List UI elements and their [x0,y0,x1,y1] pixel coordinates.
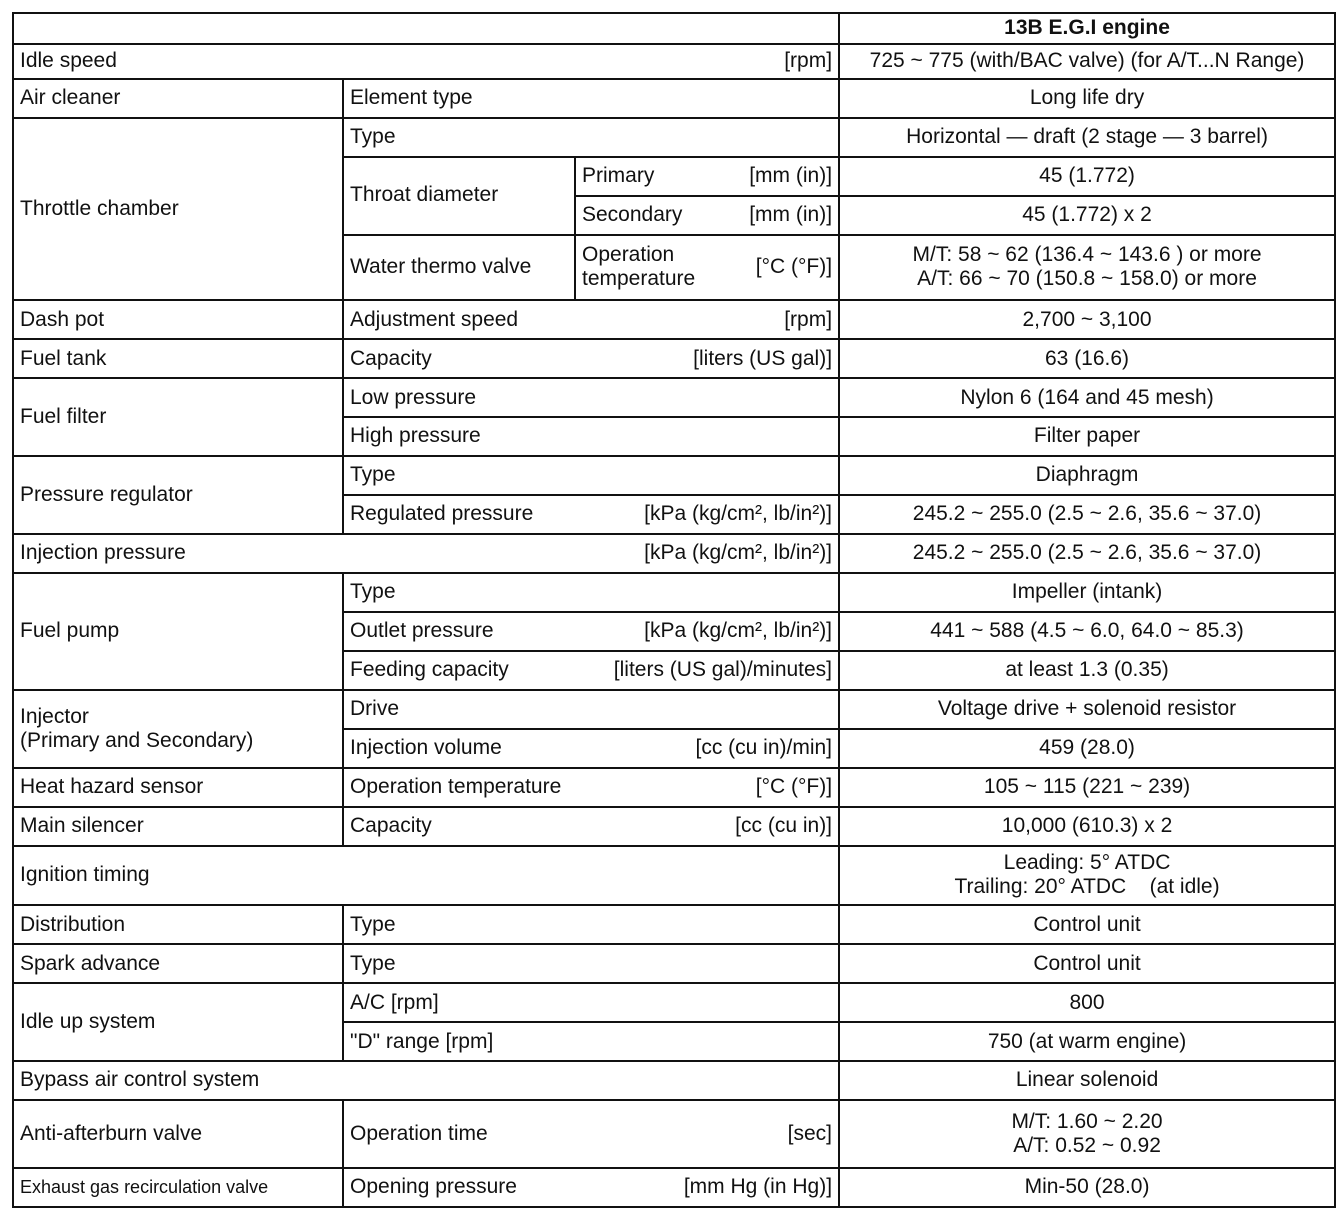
outlet-pressure-cell [343,612,839,651]
feeding-capacity-unit: [liters (US gal)/minutes] [613,658,833,682]
secondary-unit: [mm (in)] [749,202,833,226]
pressure-regulator-type-value: Diaphragm [839,456,1335,495]
throttle-type-value: Horizontal — draft (2 stage — 3 barrel) [839,118,1335,157]
idle-up-d-label: "D" range [rpm] [343,1022,839,1061]
injection-volume-value: 459 (28.0) [839,729,1335,768]
pressure-regulator-type-label: Type [343,456,839,495]
heat-hazard-label: Heat hazard sensor [13,768,343,807]
row-injector-drive [13,690,1335,729]
heat-hazard-unit: [°C (°F)] [755,775,833,799]
anti-afterburn-unit: [sec] [787,1121,833,1145]
water-thermo-label: Water thermo valve [343,235,575,301]
spark-advance-value: Control unit [839,944,1335,983]
fuel-filter-low-label: Low pressure [343,378,839,417]
injector-label-1: Injector [20,704,89,728]
distribution-label: Distribution [13,905,343,944]
anti-afterburn-sub-cell [343,1100,839,1168]
row-spark-advance [13,944,1335,983]
injection-volume-label: Injection volume [350,736,502,760]
dash-pot-sub-cell [343,300,839,339]
engine-header: 13B E.G.I engine [839,13,1335,44]
op-temp-unit: [°C (°F)] [755,255,833,279]
spec-table [12,12,1336,1208]
egr-value: Min-50 (28.0) [839,1168,1335,1207]
row-bypass [13,1061,1335,1100]
regulated-pressure-label: Regulated pressure [350,502,534,526]
throttle-label: Throttle chamber [13,118,343,301]
dash-pot-label: Dash pot [13,300,343,339]
secondary-value: 45 (1.772) x 2 [839,196,1335,235]
idle-up-label: Idle up system [13,983,343,1061]
op-temp-cell [575,235,839,301]
op-temp-value-cell [839,235,1335,301]
row-fuel-pump-type [13,573,1335,612]
row-fuel-filter-low [13,378,1335,417]
idle-speed-unit: [rpm] [784,49,833,73]
idle-speed-label: Idle speed [20,49,117,73]
row-heat-hazard [13,768,1335,807]
row-air-cleaner [13,79,1335,118]
primary-cell [575,157,839,196]
fuel-pump-type-value: Impeller (intank) [839,573,1335,612]
ignition-timing-value-1: Leading: 5° ATDC [1003,851,1171,875]
injection-pressure-unit: [kPa (kg/cm², lb/in²)] [644,541,833,565]
primary-value: 45 (1.772) [839,157,1335,196]
air-cleaner-value: Long life dry [839,79,1335,118]
dash-pot-unit: [rpm] [784,307,833,331]
air-cleaner-sub: Element type [343,79,839,118]
ignition-timing-label: Ignition timing [13,846,839,905]
feeding-capacity-cell [343,651,839,690]
anti-afterburn-value-cell [839,1100,1335,1168]
fuel-tank-label: Fuel tank [13,339,343,378]
row-distribution [13,905,1335,944]
fuel-pump-type-label: Type [343,573,839,612]
air-cleaner-label: Air cleaner [13,79,343,118]
feeding-capacity-value: at least 1.3 (0.35) [839,651,1335,690]
primary-label: Primary [582,163,655,187]
fuel-tank-sub: Capacity [350,346,432,370]
outlet-pressure-label: Outlet pressure [350,619,494,643]
dash-pot-sub: Adjustment speed [350,307,519,331]
op-temp-label-2: temperature [582,267,696,291]
throttle-type-label: Type [343,118,839,157]
fuel-tank-unit: [liters (US gal)] [693,346,833,370]
injector-drive-label: Drive [343,690,839,729]
injection-volume-cell [343,729,839,768]
fuel-filter-high-label: High pressure [343,417,839,456]
primary-unit: [mm (in)] [749,163,833,187]
idle-up-ac-label: A/C [rpm] [343,983,839,1022]
idle-speed-value: 725 ~ 775 (with/BAC valve) (for A/T...N Range) [839,44,1335,79]
row-fuel-tank [13,339,1335,378]
injector-label-2: (Primary and Secondary) [20,728,254,752]
outlet-pressure-value: 441 ~ 588 (4.5 ~ 6.0, 64.0 ~ 85.3) [839,612,1335,651]
regulated-pressure-cell [343,495,839,534]
egr-sub: Opening pressure [350,1175,517,1199]
header-row [13,13,1335,44]
idle-up-d-value: 750 (at warm engine) [839,1022,1335,1061]
header-blank-cell [13,13,839,44]
secondary-label: Secondary [582,202,683,226]
fuel-pump-label: Fuel pump [13,573,343,690]
row-egr [13,1168,1335,1207]
row-dash-pot [13,300,1335,339]
fuel-filter-high-value: Filter paper [839,417,1335,456]
idle-speed-label-cell [13,44,839,79]
injection-pressure-cell [13,534,839,573]
anti-afterburn-value-2: A/T: 0.52 ~ 0.92 [1013,1133,1161,1157]
op-temp-value-1: M/T: 58 ~ 62 (136.4 ~ 143.6 ) or more [912,243,1262,267]
bypass-value: Linear solenoid [839,1061,1335,1100]
ignition-timing-value-2: Trailing: 20° ATDC [954,875,1127,899]
injection-pressure-value: 245.2 ~ 255.0 (2.5 ~ 2.6, 35.6 ~ 37.0) [839,534,1335,573]
distribution-sub: Type [343,905,839,944]
fuel-filter-label: Fuel filter [13,378,343,456]
bypass-label: Bypass air control system [13,1061,839,1100]
heat-hazard-sub: Operation temperature [350,775,562,799]
row-throttle-type [13,118,1335,157]
feeding-capacity-label: Feeding capacity [350,658,509,682]
main-silencer-sub-cell [343,807,839,846]
anti-afterburn-value-1: M/T: 1.60 ~ 2.20 [1011,1109,1163,1133]
dash-pot-value: 2,700 ~ 3,100 [839,300,1335,339]
injector-drive-value: Voltage drive + solenoid resistor [839,690,1335,729]
regulated-pressure-value: 245.2 ~ 255.0 (2.5 ~ 2.6, 35.6 ~ 37.0) [839,495,1335,534]
regulated-pressure-unit: [kPa (kg/cm², lb/in²)] [644,502,833,526]
heat-hazard-sub-cell [343,768,839,807]
op-temp-value-2: A/T: 66 ~ 70 (150.8 ~ 158.0) or more [917,267,1257,291]
anti-afterburn-sub: Operation time [350,1121,488,1145]
injector-label-cell [13,690,343,768]
egr-label: Exhaust gas recirculation valve [13,1168,343,1207]
heat-hazard-value: 105 ~ 115 (221 ~ 239) [839,768,1335,807]
fuel-filter-low-value: Nylon 6 (164 and 45 mesh) [839,378,1335,417]
main-silencer-sub: Capacity [350,814,432,838]
injection-pressure-label: Injection pressure [20,541,186,565]
fuel-tank-sub-cell [343,339,839,378]
row-idle-speed [13,44,1335,79]
secondary-cell [575,196,839,235]
injection-volume-unit: [cc (cu in)/min] [695,736,833,760]
throat-diameter-label: Throat diameter [343,157,575,235]
row-anti-afterburn [13,1100,1335,1168]
egr-unit: [mm Hg (in Hg)] [683,1175,833,1199]
anti-afterburn-label: Anti-afterburn valve [13,1100,343,1168]
row-ignition-timing [13,846,1335,905]
main-silencer-unit: [cc (cu in)] [735,814,833,838]
row-injection-pressure [13,534,1335,573]
egr-sub-cell [343,1168,839,1207]
row-main-silencer [13,807,1335,846]
outlet-pressure-unit: [kPa (kg/cm², lb/in²)] [644,619,833,643]
row-pressure-regulator-type [13,456,1335,495]
distribution-value: Control unit [839,905,1335,944]
op-temp-label-1: Operation [582,243,675,267]
main-silencer-label: Main silencer [13,807,343,846]
row-idle-up-ac [13,983,1335,1022]
ignition-timing-value-cell [839,846,1335,905]
spark-advance-label: Spark advance [13,944,343,983]
ignition-timing-note: (at idle) [1149,875,1220,899]
fuel-tank-value: 63 (16.6) [839,339,1335,378]
main-silencer-value: 10,000 (610.3) x 2 [839,807,1335,846]
pressure-regulator-label: Pressure regulator [13,456,343,534]
idle-up-ac-value: 800 [839,983,1335,1022]
spark-advance-sub: Type [343,944,839,983]
